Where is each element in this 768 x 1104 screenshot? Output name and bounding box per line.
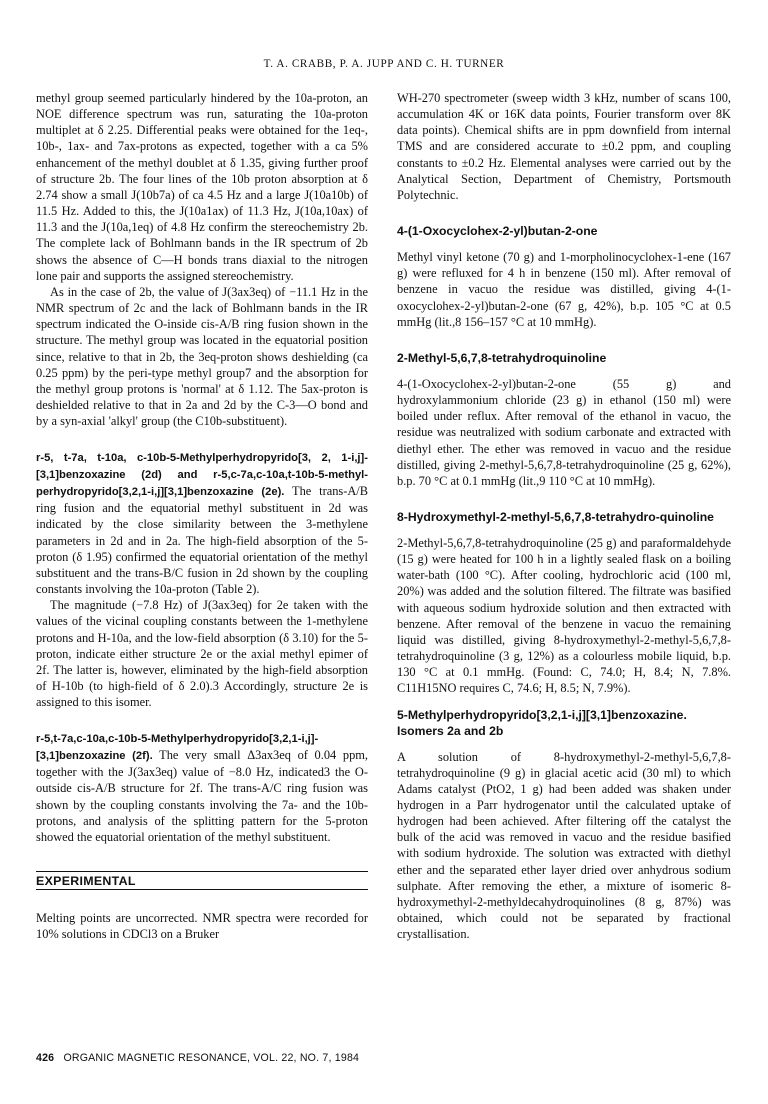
- paragraph: 2-Methyl-5,6,7,8-tetrahydroquinoline (25 g) and paraformaldehyde (15 g) were heated for 100 h in a lightly sealed flask on a boiling water-bath (100 °C). After cooling, hydrochloric acid (100 ml, 20%) was added and the solution filtered. The filtrate was basified with aqueous sodium hydroxide solution and then extracted with benzene. After removal of the benzene in vacuo the remaining liquid was distilled, giving 8-hydroxymethyl-2-methyl-5,6,7,8-tetrahydroquinoline (3 g, 12%) as a colourless mobile liquid, b.p. 130 °C at 0.1 mmHg. (Found: C, 74.0; H, 8.4; N, 7.8%. C11H15NO requires C, 74.6; H, 8.5; N, 7.9%).: [397, 535, 731, 696]
- left-column: [36, 90, 368, 942]
- compound-heading: 4-(1-Oxocyclohex-2-yl)butan-2-one: [397, 224, 598, 239]
- paragraph: 4-(1-Oxocyclohex-2-yl)butan-2-one (55 g) and hydroxylammonium chloride (23 g) in ethanol (150 ml) were boiled under reflux. After removal of the ethanol in vacuo, the residue was neutralized with sodium carbonate and extracted with diethyl ether. The ether was removed in vacuo and the residue distilled, giving 2-methyl-5,6,7,8-tetrahydroquinoline (25 g, 62%), b.p. 70 °C at 0.1 mmHg (lit.,9 110 °C at 10 mmHg).: [397, 376, 731, 488]
- paragraph: Methyl vinyl ketone (70 g) and 1-morpholinocyclohex-1-ene (167 g) were refluxed for 4 h in benzene (150 ml). After removal of benzene in vacuo the residue was distilled, giving 4-(1-oxocyclohex-2-yl)butan-2-one (67 g, 42%), b.p. 105 °C at 0.5 mmHg (lit.,8 156–157 °C at 10 mmHg).: [397, 250, 731, 329]
- paragraph: As in the case of 2b, the value of J(3ax3eq) of −11.1 Hz in the NMR spectrum of 2c and the lack of Bohlmann bands in the IR spectrum indicated the O-inside cis-A/B ring fusion shown in the structure. The methyl group was located in the equatorial position since, relative to that in 2b, the 3eq-proton shows deshielding (ca 0.25 ppm) by the peri-type methyl group7 and the absorption for the methyl group protons is 'normal' at δ 1.12. The 5ax-proton is deshielded relative to that in 2a and 2d by the C-3—O bond and by a syn-axial 'alkyl' group (the C10b-substituent).: [36, 284, 368, 429]
- compound-heading: r-5, t-7a, t-10a, c-10b-5-Methylperhydropyrido[3, 2, 1-i,j]-[3,1]benzoxazine (2d) and r-5,c-7a,c-10a,t-10b-5-methyl-perhydropyrido[3,2,1-i,j][3,1]benzoxazine (2e).: [36, 452, 368, 499]
- compound-heading: 5-Methylperhydropyrido[3,2,1-i,j][3,1]benzoxazine. Isomers 2a and 2b: [397, 707, 687, 738]
- paragraph: Melting points are uncorrected. NMR spectra were recorded for 10% solutions in CDCl3 on a Bruker: [36, 911, 368, 942]
- paragraph-body: The trans-A/B ring fusion and the equatorial methyl substituent in 2d was indicated by the close similarity between the 3-methylene parameters in 2d and in 2a. The high-field absorption of the 5-proton (δ 1.95) confirmed the equatorial orientation of the methyl substituent and the trans-B/C fusion in 2d shown by the coupling constants involving the 10a-proton (Table 2).: [36, 484, 368, 597]
- paragraph-with-run-in-heading: [36, 730, 368, 845]
- paragraph-with-run-in-heading: [36, 449, 368, 597]
- page-footer: [36, 1052, 359, 1064]
- right-column: [397, 90, 731, 942]
- section-title-experimental: EXPERIMENTAL: [36, 871, 368, 890]
- paragraph: methyl group seemed particularly hindered by the 10a-proton, an NOE difference spectrum was run, saturating the 10a-proton multiplet at δ 2.25. Differential peaks were obtained for the 1eq-, 10b-, 1ax- and 7ax-protons as expected, together with a ca 5% enhancement of the methyl doublet at δ 1.35, giving further proof of structure 2b. The four lines of the 10b proton absorption at δ 2.74 show a small J(10b7a) of ca 4.5 Hz and a large J(10a10b) of 11.5 Hz. Added to this, the J(10a1ax) of 11.3 Hz, J(10a,10ax) of 11.3 and the J(10a,1eq) of 4.8 Hz confirm the stereochemistry 2b. The complete lack of Bohlmann bands in the IR spectrum of 2b shows the absence of C—H bonds trans diaxial to the nitrogen lone pair and supports the assigned stereochemistry.: [36, 91, 368, 283]
- paragraph-body: The very small Δ3ax3eq of 0.04 ppm, together with the J(3ax3eq) value of −8.0 Hz, indicated3 the O-outside cis-A/B structure for 2f. The trans-A/C ring fusion was shown by the coupling constants involving the 7a- and the 10b-protons, and analysis of the splitting pattern for the 5-proton showed the equatorial orientation of the methyl substituent.: [36, 748, 369, 844]
- paragraph: A solution of 8-hydroxymethyl-2-methyl-5,6,7,8-tetrahydroquinoline (9 g) in glacial acetic acid (30 ml) to which Adams catalyst (PtO2, 1 g) had been added was shaken under hydrogen in a Parr hydrogenator until the calculated uptake of hydrogen had been achieved. After filtering off the catalyst the bulk of the acid was removed in vacuo and the residue basified with sodium hydroxide. The solution was extracted with diethyl ether and the separated ether layer dried over anhydrous sodium sulphate. After removing the ether, a mixture of isomeric 8-hydroxymethyl-2-methyldecahydroquinolines (8 g, 87%) was obtained, which could not be separated by fractional crystallisation.: [397, 749, 731, 942]
- paragraph: WH-270 spectrometer (sweep width 3 kHz, number of scans 100, accumulation 4K or 16K data points, Fourier transform over 8K data points). Chemical shifts are in ppm downfield from internal TMS and are considered accurate to ±0.2 ppm, and coupling constants to ±0.2 Hz. Elemental analyses were carried out by the Analytical Section, Department of Chemistry, Portsmouth Polytechnic.: [397, 91, 731, 202]
- journal-citation: ORGANIC MAGNETIC RESONANCE, VOL. 22, NO. 7, 1984: [63, 1052, 360, 1064]
- paragraph: The magnitude (−7.8 Hz) of J(3ax3eq) for 2e taken with the values of the vicinal coupling constants between the 1-methylene protons and H-10a, and the low-field absorption (δ 3.10) for the 5-proton, indicate either structure 2e or the axial methyl epimer of 2f. The latter is, however, eliminated by the high-field absorption of H-10b (to high-field of δ 2.0).3 Accordingly, structure 2e is assigned to this isomer.: [36, 598, 368, 710]
- compound-heading: r-5,t-7a,c-10a,c-10b-5-Methylperhydropyrido[3,2,1-i,j]-[3,1]benzoxazine (2f).: [36, 733, 319, 763]
- compound-heading: 2-Methyl-5,6,7,8-tetrahydroquinoline: [397, 350, 607, 365]
- running-head-authors: T. A. CRABB, P. A. JUPP AND C. H. TURNER: [263, 58, 505, 70]
- page-number: 426: [36, 1052, 55, 1064]
- compound-heading: 8-Hydroxymethyl-2-methyl-5,6,7,8-tetrahydro-quinoline: [397, 509, 714, 524]
